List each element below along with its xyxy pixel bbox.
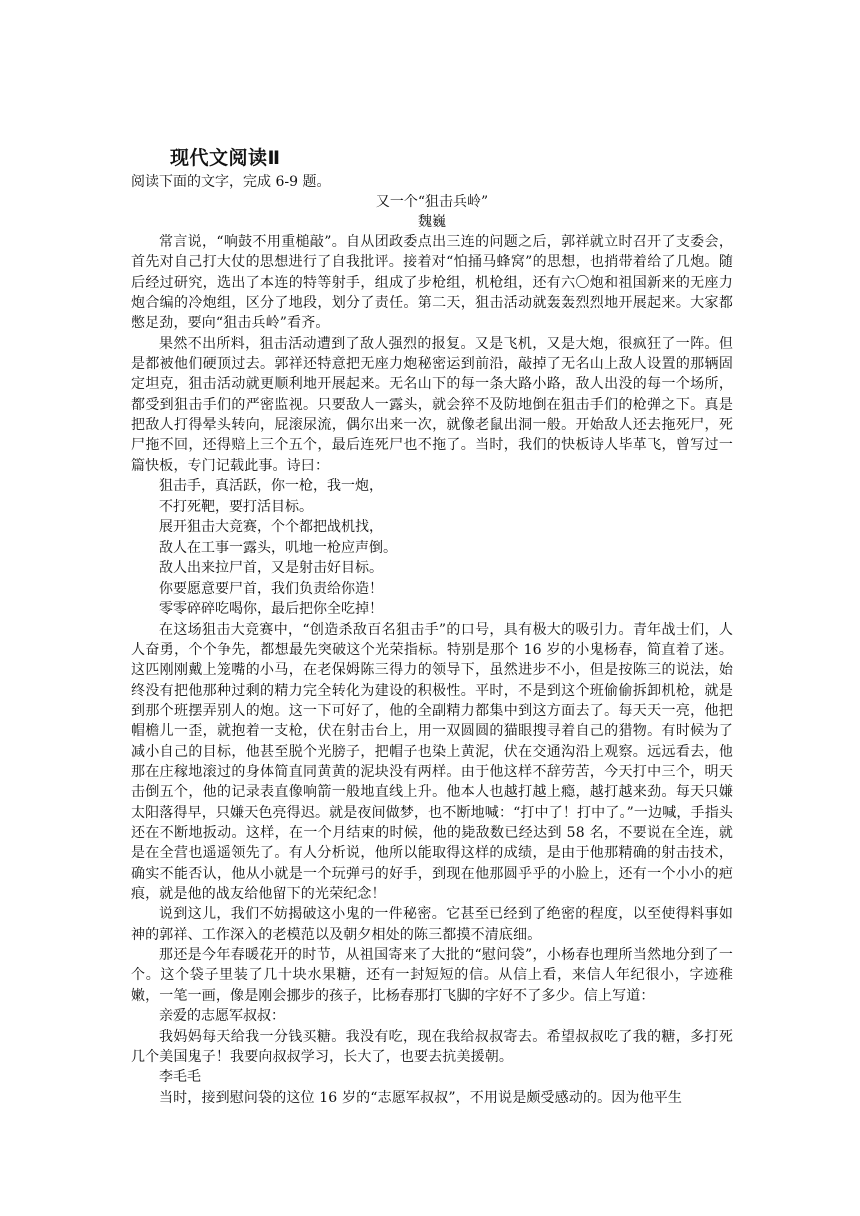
poem-line: 敌人出来拉尸首，又是射击好目标。 <box>159 560 383 577</box>
paragraph: 在这场狙击大竞赛中，“创造杀敌百名狙击手”的口号，具有极大的吸引力。青年战士们，人人奋勇，个个争先，都想最先突破这个光荣指标。特别是那个 16 岁的小鬼杨春，简直着了迷。这匹刚刚戴上笼嘴的小马，在老保姆陈三得力的领导下，虽然进步不小，但是按陈三的说法，始终没有把他那种过剩的精力完全转化为建设的积极性。平时，不是到这个班偷偷拆卸机枪，就是到那个班摆弄别人的炮。这一下可好了，他的全副精力都集中到这方面去了。每天天一亮，他把帽檐儿一歪，就抱着一支枪，伏在射击台上，用一双圆圆的猫眼搜寻着自己的猎物。有时候为了减小自己的目标，他甚至脱个光膀子，把帽子也染上黄泥，伏在交通沟沿上观察。远远看去，他那在庄稼地滚过的身体简直同黄黄的泥块没有两样。由于他这样不辞劳苦，今天打中三个，明天击倒五个，他的记录表直像响箭一般地直线上升。他本人也越打越上瘾，越打越来劲。每天只嫌太阳落得早，只嫌天色亮得迟。就是夜间做梦，也不断地喊：“打中了！打中了。”一边喊，手指头还在不断地扳动。这样，在一个月结束的时候，他的毙敌数已经达到 58 名，不要说在全连，就是在全营也遥遥领先了。有人分析说，他所以能取得这样的成绩，是由于他那精确的射击技术，确实不能否认，他从小就是一个玩弹弓的好手，到现在他那圆乎乎的小脸上，还有一个小小的疤痕，就是他的战友给他留下的光荣纪念！ <box>131 621 733 903</box>
poem-line: 你要愿意要尸首，我们负责给你造！ <box>159 580 383 597</box>
letter-body: 我妈妈每天给我一分钱买糖。我没有吃，现在我给叔叔寄去。希望叔叔吃了我的糖，多打死几个美国鬼子！我要向叔叔学习，长大了，也要去抗美援朝。 <box>131 1028 733 1065</box>
article-title: 又一个“狙击兵岭” <box>375 194 489 210</box>
document-content <box>131 144 733 1108</box>
poem-line: 展开狙击大竞赛，个个都把战机找， <box>159 519 383 536</box>
paragraph: 当时，接到慰问袋的这位 16 岁的“志愿军叔叔”，不用说是颇受感动的。因为他平生 <box>159 1089 683 1106</box>
paragraph: 那还是今年春暖花开的时节，从祖国寄来了大批的“慰问袋”，小杨春也理所当然地分到了一个。这个袋子里装了几十块水果糖，还有一封短短的信。从信上看，来信人年纪很小，字迹稚嫩，一笔一画，像是刚会挪步的孩子，比杨春那打飞脚的字好不了多少。信上写道： <box>131 947 733 1004</box>
poem <box>131 476 733 620</box>
article-author: 魏巍 <box>418 214 446 230</box>
letter-signature: 李毛毛 <box>159 1069 201 1086</box>
poem-line: 狙击手，真活跃，你一枪，我一炮， <box>159 478 383 495</box>
poem-line: 不打死靶，要打活目标。 <box>159 498 313 515</box>
paragraph: 说到这儿，我们不妨揭破这小鬼的一件秘密。它甚至已经到了绝密的程度，以至使得料事如神的郭祥、工作深入的老模范以及朝夕相处的陈三都摸不清底细。 <box>131 906 733 943</box>
section-title: 现代文阅读Ⅱ <box>170 147 281 169</box>
poem-line: 敌人在工事一露头，叽地一枪应声倒。 <box>159 539 397 556</box>
paragraph: 常言说，“响鼓不用重槌敲”。自从团政委点出三连的问题之后，郭祥就立时召开了支委会，首先对自己打大仗的思想进行了自我批评。接着对“怕捅马蜂窝”的思想，也捎带着给了几炮。随后经过研究，选出了本连的特等射手，组成了步枪组，机枪组，还有六〇炮和祖国新来的无座力炮合编的冷炮组，区分了地段，划分了责任。第二天，狙击活动就轰轰烈烈地开展起来。大家都憋足劲，要向“狙击兵岭”看齐。 <box>131 234 733 332</box>
reading-instruction: 阅读下面的文字，完成 6-9 题。 <box>131 174 331 190</box>
poem-line: 零零碎碎吃喝你，最后把你全吃掉！ <box>159 601 383 618</box>
letter-salutation: 亲爱的志愿军叔叔： <box>159 1008 285 1025</box>
paragraph: 果然不出所料，狙击活动遭到了敌人强烈的报复。又是飞机，又是大炮，很疯狂了一阵。但是都被他们硬顶过去。郭祥还特意把无座力炮秘密运到前沿，敲掉了无名山上敌人设置的那辆固定坦克，狙击活动就更顺利地开展起来。无名山下的每一条大路小路，敌人出没的每一个场所，都受到狙击手们的严密监视。只要敌人一露头，就会猝不及防地倒在狙击手们的枪弹之下。真是把敌人打得晕头转向，屁滚尿流，偶尔出来一次，就像老鼠出洞一般。开始敌人还去拖死尸，死尸拖不回，还得赔上三个五个，最后连死尸也不拖了。当时，我们的快板诗人毕革飞，曾写过一篇快板，专门记载此事。诗曰： <box>131 335 733 474</box>
